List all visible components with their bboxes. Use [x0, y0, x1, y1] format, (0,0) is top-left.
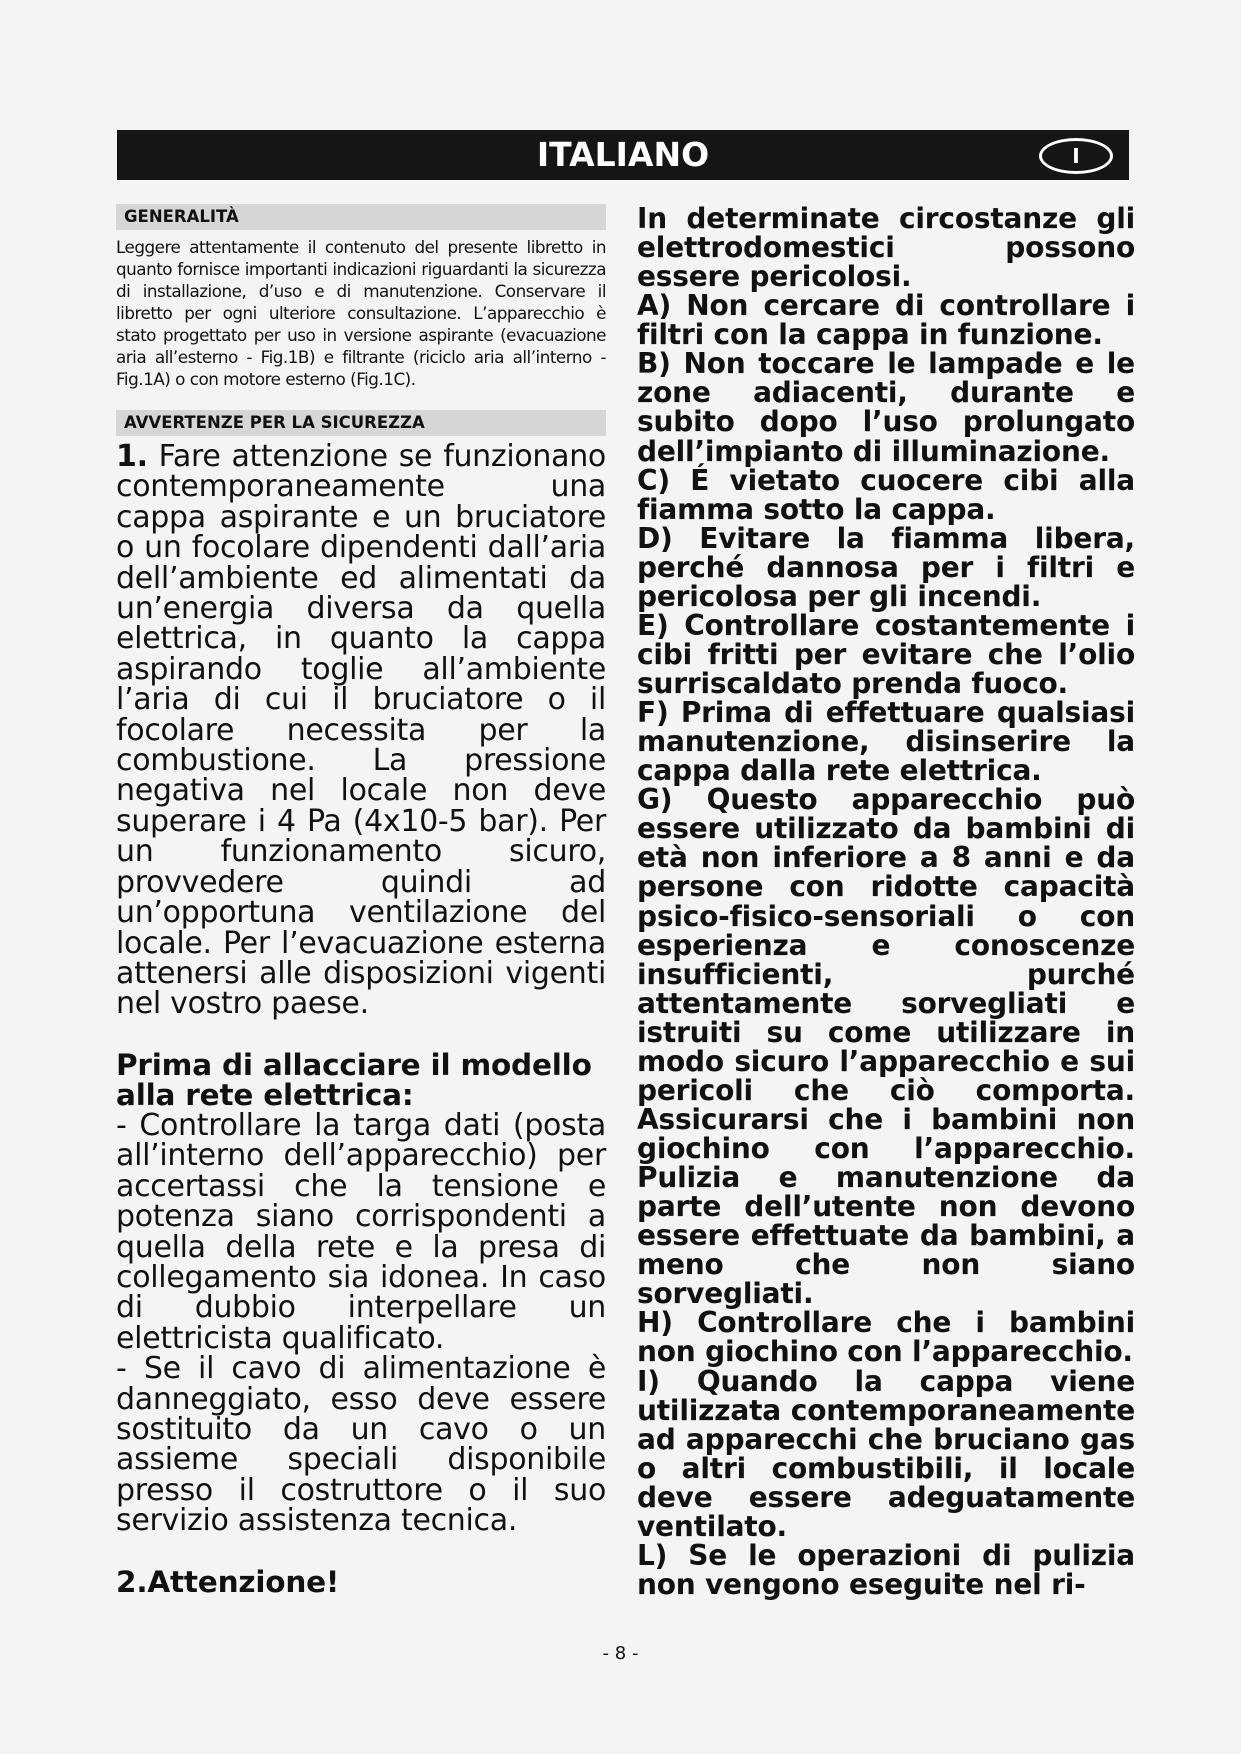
warning-item-2-text: In determinate circostanze gli elettrodomestici possono essere pericolosi.: [637, 202, 1135, 294]
warning-item-1-number: 1.: [116, 439, 148, 474]
section-heading-avvertenze: AVVERTENZE PER LA SICUREZZA: [116, 410, 606, 436]
warning-e: E) Controllare costantemente i cibi fritti per evitare che l’olio surriscaldato prenda fuoco.: [637, 608, 1135, 700]
connect-item-2: - Se il cavo di alimentazione è danneggiato, esso deve essere sostituito da un cavo o un assieme speciali disponibile presso il costruttore o il suo servizio assistenza tecnica.: [116, 1351, 606, 1539]
language-header-bar: [117, 130, 1129, 180]
warning-i: I) Quando la cappa viene utilizzata contemporaneamente ad apparecchi che bruciano gas o altri combustibili, il locale deve essere adeguatamente ventilato.: [637, 1364, 1135, 1543]
language-title: ITALIANO: [536, 135, 710, 174]
warning-item-1: [116, 439, 606, 1022]
right-column: [637, 204, 1135, 1599]
warning-l: L) Se le operazioni di pulizia non vengono eseguite nel ri-: [637, 1538, 1135, 1601]
connect-item-1: - Controllare la targa dati (posta all’interno dell’apparecchio) per accertassi che la tensione e potenza siano corrispondenti a quella della rete e la presa di collegamento sia idonea. In caso di dubbio interpellare un elettricista qualificato.: [116, 1107, 606, 1356]
warning-d: D) Evitare la fiamma libera, perché dannosa per i filtri e pericolosa per gli incendi.: [637, 521, 1135, 613]
warning-f: F) Prima di effettuare qualsiasi manutenzione, disinserire la cappa dalla rete elettrica.: [637, 696, 1135, 788]
warning-h: H) Controllare che i bambini non giochino con l’apparecchio.: [637, 1306, 1135, 1369]
warning-c: C) É vietato cuocere cibi alla fiamma sotto la cappa.: [637, 463, 1135, 526]
connect-heading: Prima di allacciare il modello alla rete elettrica:: [116, 1047, 592, 1113]
warning-item-1-text: Fare attenzione se funzionano contemporaneamente una cappa aspirante e un bruciatore o un focolare dipendenti dall’aria dell’ambiente ed alimentati da un’energia diversa da quella elettrica, in quanto la cappa aspirando toglie all’ambiente l’aria di cui il bruciatore o il focolare necessita per la combustione. La pressione negativa nel locale non deve superare i 4 Pa (4x10-5 bar). Per un funzionamento sicuro, provvedere quindi ad un’opportuna ventilazione del locale. Per l’evacuazione esterna attenersi alle disposizioni vigenti nel vostro paese.: [116, 439, 606, 1022]
warning-g: G) Questo apparecchio può essere utilizzato da bambini di età non inferiore a 8 anni e da persone con ridotte capacità psico-fisico-sensoriali o con esperienza e conoscenze insufficienti, purché attentamente sorvegliati e istruiti su come utilizzare in modo sicuro l’apparecchio e sui pericoli che ciò comporta. Assicurarsi che i bambini non giochino con l’apparecchio. Pulizia e manutenzione da parte dell’utente non devono essere effettuate da bambini, a meno che non siano sorvegliati.: [637, 783, 1135, 1311]
language-badge: I: [1039, 138, 1113, 174]
left-column: [116, 204, 606, 1597]
section-heading-generalita: GENERALITÀ: [116, 204, 606, 230]
page-number: - 8 -: [602, 1643, 639, 1664]
generalita-paragraph: Leggere attentamente il contenuto del presente libretto in quanto fornisce importanti indicazioni riguardanti la sicurezza di installazione, d’uso e di manutenzione. Conservare il libretto per ogni ulteriore consultazione. L’apparecchio è stato progettato per uso in versione aspirante (evacuazione aria all’esterno - Fig.1B) e filtrante (riciclo aria all’interno - Fig.1A) o con motore esterno (Fig.1C).: [116, 237, 606, 389]
warning-item-2-heading: 2.Attenzione!: [116, 1564, 340, 1599]
warning-b: B) Non toccare le lampade e le zone adiacenti, durante e subito dopo l’uso prolungato dell’impianto di illuminazione.: [637, 347, 1135, 468]
warning-a: A) Non cercare di controllare i filtri con la cappa in funzione.: [637, 289, 1135, 352]
